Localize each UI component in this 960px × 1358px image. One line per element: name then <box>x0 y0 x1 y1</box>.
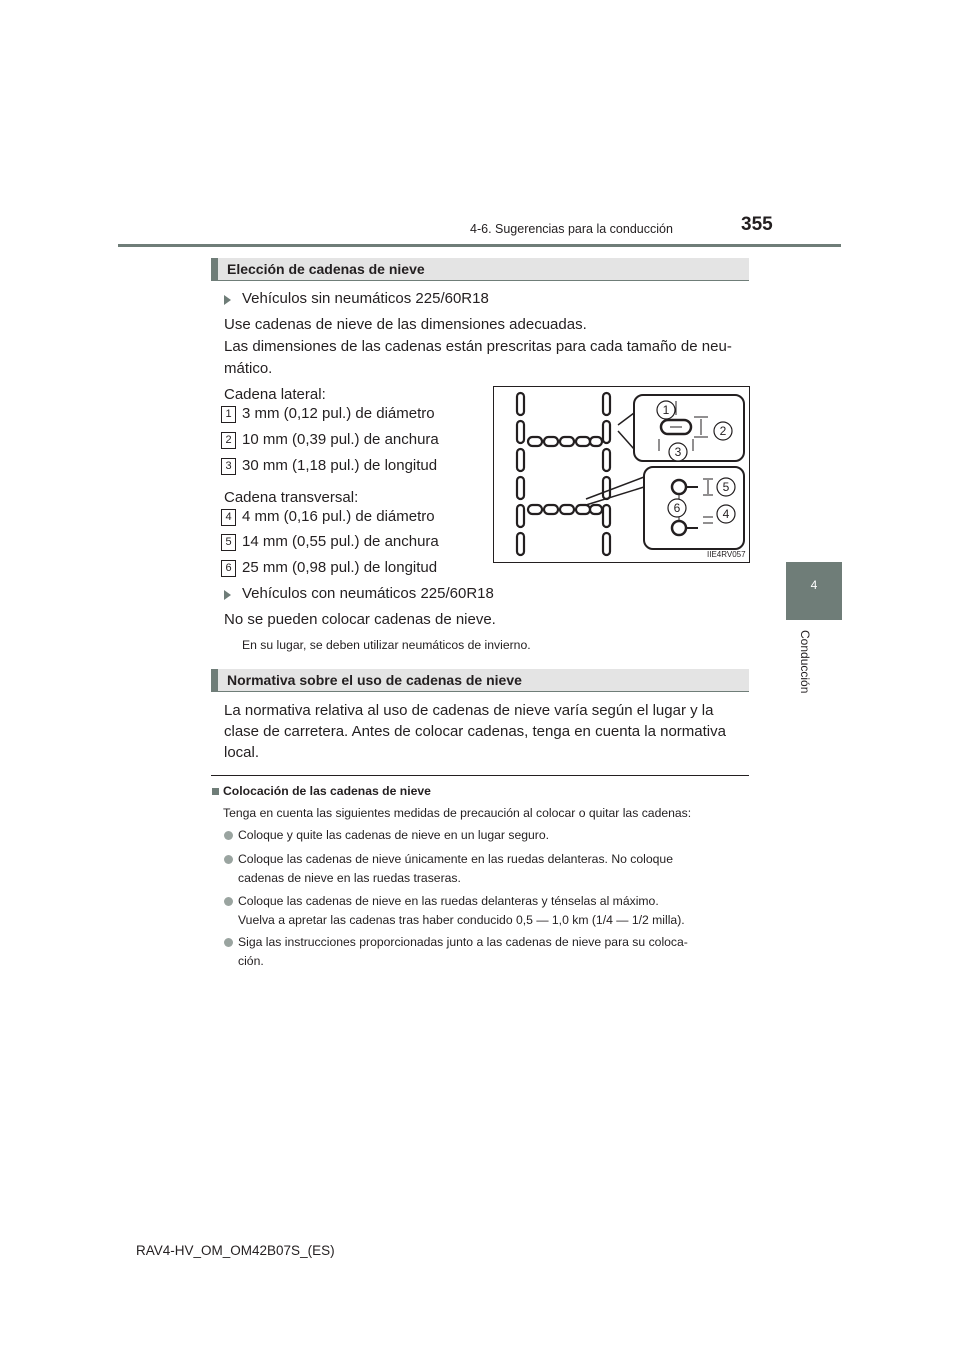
notes-divider <box>211 775 749 776</box>
para-line: clase de carretera. Antes de colocar cadenas, tenga en cuenta la normativa <box>224 723 726 740</box>
para-no-chains: No se pueden colocar cadenas de nieve. <box>224 611 496 628</box>
figure-callout-4: 4 <box>722 507 730 521</box>
side-chain-label: Cadena lateral: <box>224 386 326 403</box>
page-number: 355 <box>741 214 773 235</box>
bullet-vehicles-without: Vehículos sin neumáticos 225/60R18 <box>242 290 489 307</box>
header-section-title: 4-6. Sugerencias para la conducción <box>470 222 673 236</box>
para-line: Las dimensiones de las cadenas están prescritas para cada tamaño de neu- <box>224 338 732 355</box>
snow-chain-illustration <box>494 387 749 562</box>
figure-code: IIE4RV057 <box>707 550 746 559</box>
callout-number: 2 <box>221 432 236 449</box>
note-item: Coloque las cadenas de nieve en las ruedas delanteras y ténselas al máximo. <box>238 894 659 908</box>
section-heading-chain-selection <box>211 258 749 281</box>
snow-chain-figure <box>493 386 750 563</box>
figure-callout-3: 3 <box>674 445 682 459</box>
spec-item: 14 mm (0,55 pul.) de anchura <box>242 533 439 550</box>
cross-chain-label: Cadena transversal: <box>224 489 359 506</box>
circle-bullet-icon <box>224 938 233 947</box>
spec-item: 30 mm (1,18 pul.) de longitud <box>242 457 438 474</box>
circle-bullet-icon <box>224 897 233 906</box>
chapter-label-wrap <box>786 630 842 710</box>
note-item: Coloque las cadenas de nieve únicamente en las ruedas delanteras. No coloque <box>238 852 673 866</box>
para-line: La normativa relativa al uso de cadenas de nieve varía según el lugar y la <box>224 702 714 719</box>
chapter-number: 4 <box>810 578 818 592</box>
note-item: Coloque y quite las cadenas de nieve en un lugar seguro. <box>238 828 549 842</box>
callout-number: 3 <box>221 458 236 475</box>
spec-item: 4 mm (0,16 pul.) de diámetro <box>242 508 435 525</box>
figure-callout-2: 2 <box>719 424 727 438</box>
callout-number: 5 <box>221 534 236 551</box>
figure-callout-5: 5 <box>722 480 730 494</box>
note-item: cadenas de nieve en las ruedas traseras. <box>238 871 461 885</box>
callout-number: 1 <box>221 406 236 423</box>
para-line: local. <box>224 744 260 761</box>
callout-number: 6 <box>221 560 236 577</box>
note-item: Vuelva a apretar las cadenas tras haber conducido 0,5 — 1,0 km (1/4 — 1/2 milla). <box>238 913 685 927</box>
section-heading-text: Normativa sobre el uso de cadenas de nieve <box>227 672 522 688</box>
section-heading-text: Elección de cadenas de nieve <box>227 261 425 277</box>
square-bullet-icon <box>212 788 219 795</box>
footer-document-code: RAV4-HV_OM_OM42B07S_(ES) <box>136 1243 335 1258</box>
header-rule <box>118 244 841 247</box>
triangle-bullet-icon <box>224 590 231 600</box>
circle-bullet-icon <box>224 855 233 864</box>
bullet-vehicles-with: Vehículos con neumáticos 225/60R18 <box>242 585 494 602</box>
para-line: Use cadenas de nieve de las dimensiones adecuadas. <box>224 316 587 333</box>
spec-item: 3 mm (0,12 pul.) de diámetro <box>242 405 435 422</box>
figure-callout-1: 1 <box>662 403 670 417</box>
callout-number: 4 <box>221 509 236 526</box>
spec-item: 10 mm (0,39 pul.) de anchura <box>242 431 439 448</box>
note-winter-tires: En su lugar, se deben utilizar neumáticos de invierno. <box>242 638 531 652</box>
note-item: Siga las instrucciones proporcionadas junto a las cadenas de nieve para su coloca- <box>238 935 688 949</box>
notes-intro: Tenga en cuenta las siguientes medidas de precaución al colocar o quitar las cadenas: <box>223 806 692 820</box>
note-item: ción. <box>238 954 264 968</box>
figure-callout-6: 6 <box>673 501 681 515</box>
section-heading-regulations <box>211 669 749 692</box>
circle-bullet-icon <box>224 831 233 840</box>
para-line: mático. <box>224 360 273 377</box>
notes-heading: Colocación de las cadenas de nieve <box>223 784 431 798</box>
chapter-label: Conducción <box>798 630 812 694</box>
spec-item: 25 mm (0,98 pul.) de longitud <box>242 559 438 576</box>
triangle-bullet-icon <box>224 295 231 305</box>
